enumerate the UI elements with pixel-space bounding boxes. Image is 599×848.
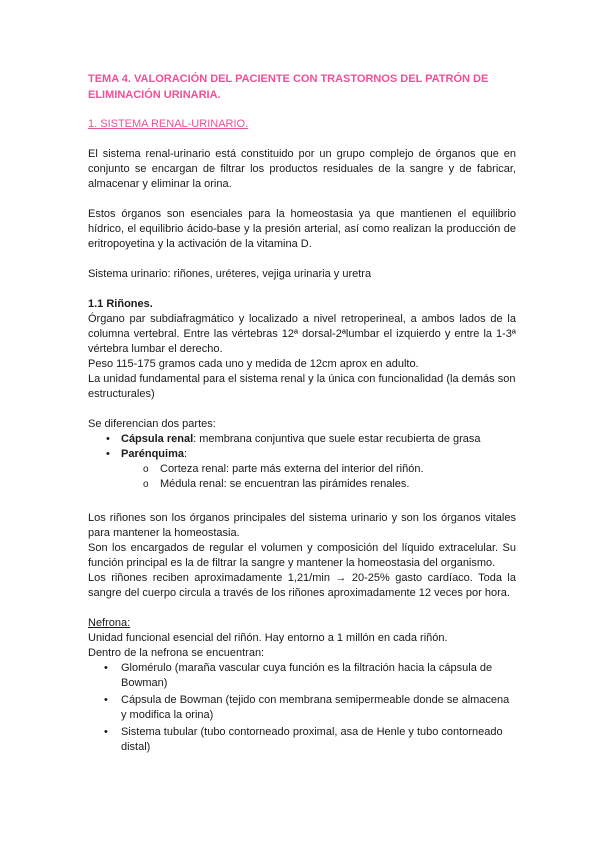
nefrona-list xyxy=(88,661,516,755)
term-label: Parénquima xyxy=(121,448,184,460)
subsection-heading-rinones: 1.1 Riñones. xyxy=(88,298,153,310)
partes-list xyxy=(88,432,516,492)
term-description: : membrana conjuntiva que suele estar recubierta de grasa xyxy=(193,433,481,445)
bullet-icon: • xyxy=(104,662,108,674)
sub-list-text: Corteza renal: parte más externa del interior del riñón. xyxy=(160,463,424,475)
sub-list-text: Médula renal: se encuentran las pirámides renales. xyxy=(160,478,410,490)
paragraph-sistema-urinario: Sistema urinario: riñones, uréteres, vejiga urinaria y uretra xyxy=(88,268,372,280)
paragraph-partes: Se diferencian dos partes: xyxy=(88,418,216,430)
paragraph-flujo-sanguineo: Los riñones reciben aproximadamente 1,21/min → 20-25% gasto cardíaco. Toda la sangre del cuerpo circula a través de los riñones aproximadamente 12 veces por hora. xyxy=(88,572,516,599)
list-item xyxy=(88,661,516,691)
bullet-icon: • xyxy=(104,694,108,706)
paragraph-unidad-fundamental: La unidad fundamental para el sistema renal y la única con funcionalidad (la demás son estructurales) xyxy=(88,373,516,400)
nefrona-heading: Nefrona: xyxy=(88,617,131,629)
paragraph-nefrona-definicion: Unidad funcional esencial del riñón. Hay entorno a 1 millón en cada riñón. xyxy=(88,632,448,644)
document-title: TEMA 4. VALORACIÓN DEL PACIENTE CON TRASTORNOS DEL PATRÓN DE ELIMINACIÓN URINARIA. xyxy=(88,73,489,101)
list-item xyxy=(88,432,516,447)
bullet-icon: • xyxy=(104,726,108,738)
paragraph-homeostasia: Estos órganos son esenciales para la homeostasia ya que mantienen el equilibrio hídrico, el equilibrio ácido-base y la presión arterial, así como realizan la producción de eritropoyetina y la activación de la vitamina D. xyxy=(88,208,516,250)
paragraph-peso: Peso 115-175 gramos cada uno y medida de 12cm aprox en adulto. xyxy=(88,358,419,370)
paragraph-nefrona-componentes: Dentro de la nefrona se encuentran: xyxy=(88,647,265,659)
paragraph-organo-par: Órgano par subdiafragmático y localizado a nivel retroperineal, a ambos lados de la columna vertebral. Entre las vértebras 12ª dorsal-2ªlumbar el izquierdo y entre la 1-3ª vértebra lumbar el derecho. xyxy=(88,313,516,355)
document-body xyxy=(88,71,516,755)
circle-bullet-icon: o xyxy=(143,464,149,475)
list-item xyxy=(88,725,516,755)
paragraph-regular-volumen: Son los encargados de regular el volumen y composición del líquido extracelular. Su función principal es la de filtrar la sangre y mantener la homeostasia del organismo. xyxy=(88,542,516,569)
circle-bullet-icon: o xyxy=(143,479,149,490)
list-item-text: Glomérulo (maraña vascular cuya función es la filtración hacia la cápsula de Bowman) xyxy=(121,662,493,689)
paragraph-intro: El sistema renal-urinario está constituido por un grupo complejo de órganos que en conjunto se encargan de filtrar los productos residuales de la sangre y de fabricar, almacenar y eliminar la orina. xyxy=(88,148,516,190)
section-heading: 1. SISTEMA RENAL-URINARIO. xyxy=(88,118,249,130)
sub-list-item xyxy=(88,477,516,492)
list-item-text: Sistema tubular (tubo contorneado proximal, asa de Henle y tubo contorneado distal) xyxy=(121,726,503,753)
paragraph-organos-principales: Los riñones son los órganos principales del sistema urinario y son los órganos vitales para mantener la homeostasia. xyxy=(88,512,516,539)
bullet-icon: • xyxy=(106,433,110,445)
sub-list-item xyxy=(88,462,516,477)
list-item xyxy=(88,447,516,462)
term-description: : xyxy=(183,448,188,460)
bullet-icon: • xyxy=(106,448,110,460)
list-item-text: Cápsula de Bowman (tejido con membrana semipermeable donde se almacena y modifica la orina) xyxy=(121,694,510,721)
list-item xyxy=(88,693,516,723)
term-label: Cápsula renal xyxy=(121,433,194,445)
